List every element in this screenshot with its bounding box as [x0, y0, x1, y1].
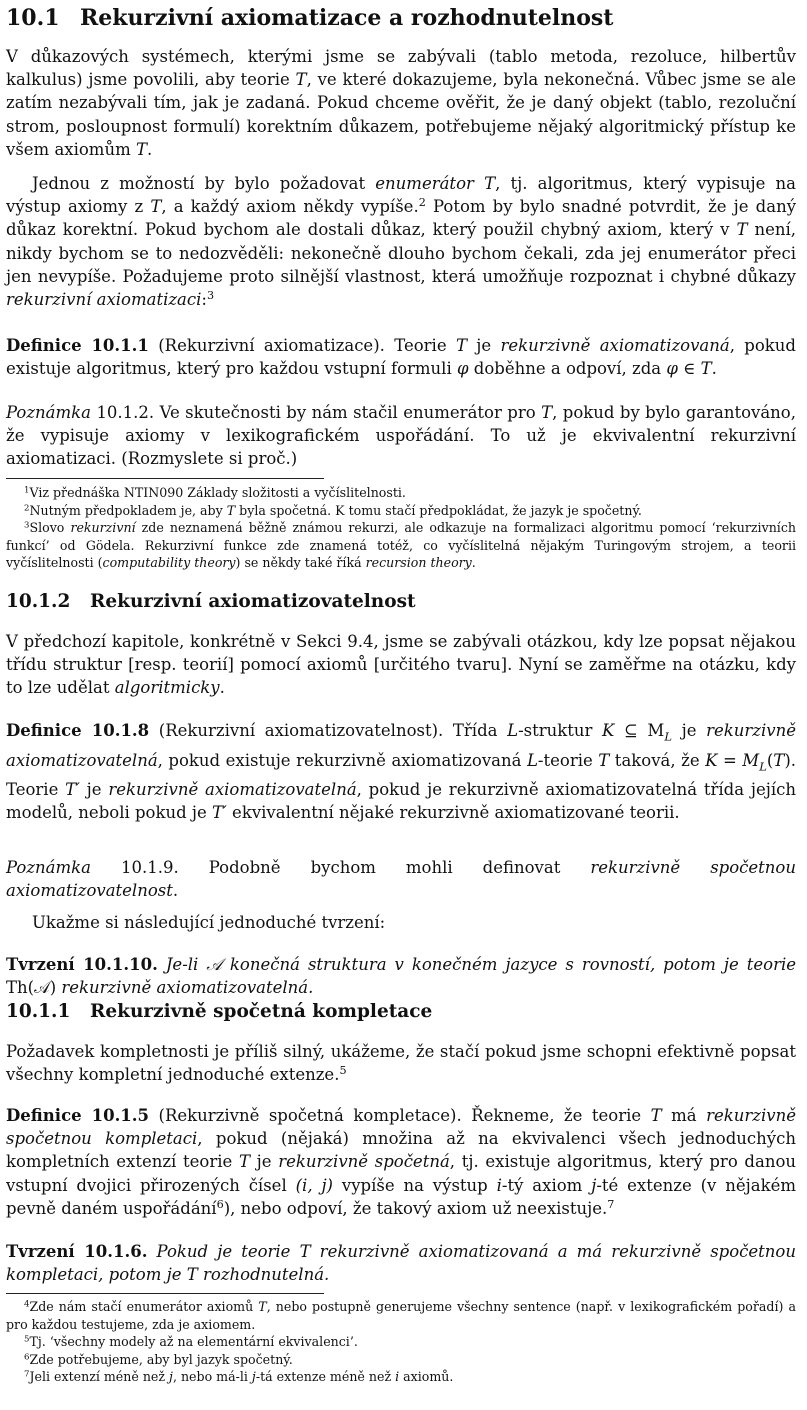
footnotes-top [6, 484, 796, 572]
remark-10-1-9: Poznámka 10.1.9. Podobně bychom mohli definovat rekurzivně spočetnou axiomatizovatelnost. [6, 858, 796, 901]
footnote-ref-2[interactable]: 2 [418, 196, 426, 210]
proposition-10-1-10: Tvrzení 10.1.10. Je-li 𝒜 konečná struktura v konečném jazyce s rovností, potom je teorie Th(𝒜) rekurzivně axiomatizovatelná. [6, 955, 797, 998]
footnote-rule [6, 478, 324, 479]
footnote-ref-5[interactable]: 5 [339, 1064, 347, 1078]
remark-10-1-2: Poznámka 10.1.2. Ve skutečnosti by nám stačil enumerátor pro T, pokud by bylo garantováno, že vypisuje axiomy v lexikografickém uspořádání. To už je ekvivalentní rekurzivní axiomatizaci. (Rozmyslete si proč.) [6, 403, 796, 469]
definition-label: Definice 10.1.1 [6, 336, 149, 355]
paragraph-axiomatizability: V předchozí kapitole, konkrétně v Sekci 9.4, jsme se zabývali otázkou, kdy lze popsat nějakou třídu struktur [resp. teorií] pomocí axiomů [určitého tvaru]. Nyní se zaměřme na otázku, kdy to lze udělat algoritmicky. [6, 632, 796, 698]
footnote-1: $^1$Viz přednáška NTIN090 Základy složitosti a vyčíslitelnosti. [24, 485, 406, 500]
section-number: 10.1 [6, 5, 60, 31]
section-heading [6, 4, 796, 32]
footnotes-bottom [6, 1298, 796, 1386]
paragraph-completeness: Požadavek kompletnosti je příliš silný, ukážeme, že stačí pokud jsme schopni efektivně popsat všechny kompletní jednoduché extenze.$^5$ [6, 1042, 796, 1085]
footnote-rule [6, 1293, 324, 1294]
footnote-7: $^7$Jeli extenzí méně než j, nebo má-li j-tá extenze méně než i axiomů. [24, 1369, 454, 1385]
proposition-10-1-6: Tvrzení 10.1.6. Pokud je teorie T rekurzivně axiomatizovaná a má rekurzivně spočetnou kompletaci, potom je T rozhodnutelná. [6, 1242, 796, 1285]
subsection-heading-10-1-1: 10.1.1 Rekurzivně spočetná kompletace [6, 1001, 433, 1022]
footnote-6: $^6$Zde potřebujeme, aby byl jazyk spočetný. [24, 1351, 293, 1367]
footnote-4: $^4$Zde nám stačí enumerátor axiomů T, nebo postupně generujeme všechny sentence (např. v lexikografickém pořadí) a pro každou testujeme, zda je axiomem. [6, 1299, 796, 1332]
subsection-heading-10-1-2: 10.1.2 Rekurzivní axiomatizovatelnost [6, 591, 416, 612]
paragraph-enumerator: Jednou z možností by bylo požadovat enumerátor T, tj. algoritmus, který vypisuje na výstup axiomy z T, a každý axiom někdy vypíše.$^2$ Potom by bylo snadné potvrdit, že je daný důkaz korektní. Pokud bychom ale dostali důkaz, který použil chybný axiom, který v T není, nikdy bychom se to nedozvěděli: nekonečně dlouho bychom čekali, zda jej enumerátor přeci jen nevypíše. Požadujeme proto silnější vlastnost, která umožňuje rozpoznat i chybné důkazy rekurzivní axiomatizaci:$^3$ [6, 174, 797, 310]
section-title: Rekurzivní axiomatizace a rozhodnutelnost [80, 5, 614, 31]
footnote-ref-3[interactable]: 3 [206, 288, 215, 302]
paragraph-intro: V důkazových systémech, kterými jsme se zabývali (tablo metoda, rezoluce, hilbertův kalkulus) jsme povolili, aby teorie T, ve které dokazujeme, byla nekonečná. Vůbec jsme se ale zatím nezabývali tím, jak je zadaná. Pokud chceme ověřit, že je daný objekt (tablo, rezoluční strom, posloupnost formulí) korektním důkazem, potřebujeme nějaký algoritmický přístup ke všem axiomům T. [6, 47, 796, 159]
footnote-2: $^2$Nutným předpokladem je, aby T byla spočetná. K tomu stačí předpokládat, že jazyk je spočetný. [24, 502, 642, 518]
definition-10-1-1: Definice 10.1.1 (Rekurzivní axiomatizace). Teorie T je rekurzivně axiomatizovaná, pokud existuje algoritmus, který pro každou vstupní formuli φ doběhne a odpoví, zda φ ∈ T. [6, 336, 796, 379]
definition-10-1-5: Definice 10.1.5 (Rekurzivně spočetná kompletace). Řekneme, že teorie T má rekurzivně spočetnou kompletaci, pokud (nějaká) množina až na ekvivalenci všech jednoduchých kompletních extenzí teorie T je rekurzivně spočetná, tj. existuje algoritmus, který pro danou vstupní dvojici přirozených čísel (i, j) vypíše na výstup i-tý axiom j-té extenze (v nějakém pevně daném uspořádání$^6$), nebo odpoví, že takový axiom už neexistuje.$^7$ [6, 1106, 797, 1218]
footnote-5: $^5$Tj. ‘všechny modely až na elementární ekvivalenci’. [24, 1334, 358, 1350]
footnote-3: $^3$Slovo rekurzivní zde neznamená běžně známou rekurzi, ale odkazuje na formalizaci algoritmu pomocí ‘rekurzivních funkcí’ od Gödela. Rekurzivní funkce zde znamená totéž, co vyčíslitelná nějakým Turingovým strojem, a teorii vyčíslitelnosti (computability theory) se někdy také říká recursion theory. [6, 520, 796, 571]
definition-10-1-8: Definice 10.1.8 (Rekurzivní axiomatizovatelnost). Třída L-struktur K ⊆ $M_L$ je rekurzivně axiomatizovatelná, pokud existuje rekurzivně axiomatizovaná L-teorie T taková, že $K = M_L(T)$. Teorie T′ je rekurzivně axiomatizovatelná, pokud je rekurzivně axiomatizovatelná třída jejích modelů, neboli pokud je T′ ekvivalentní nějaké rekurzivně axiomatizované teorii. [6, 721, 796, 823]
footnote-ref-6[interactable]: 6 [216, 1197, 224, 1211]
paragraph-lead-in: Ukažme si následující jednoduché tvrzení: [32, 913, 386, 932]
footnote-ref-7[interactable]: 7 [607, 1197, 615, 1211]
